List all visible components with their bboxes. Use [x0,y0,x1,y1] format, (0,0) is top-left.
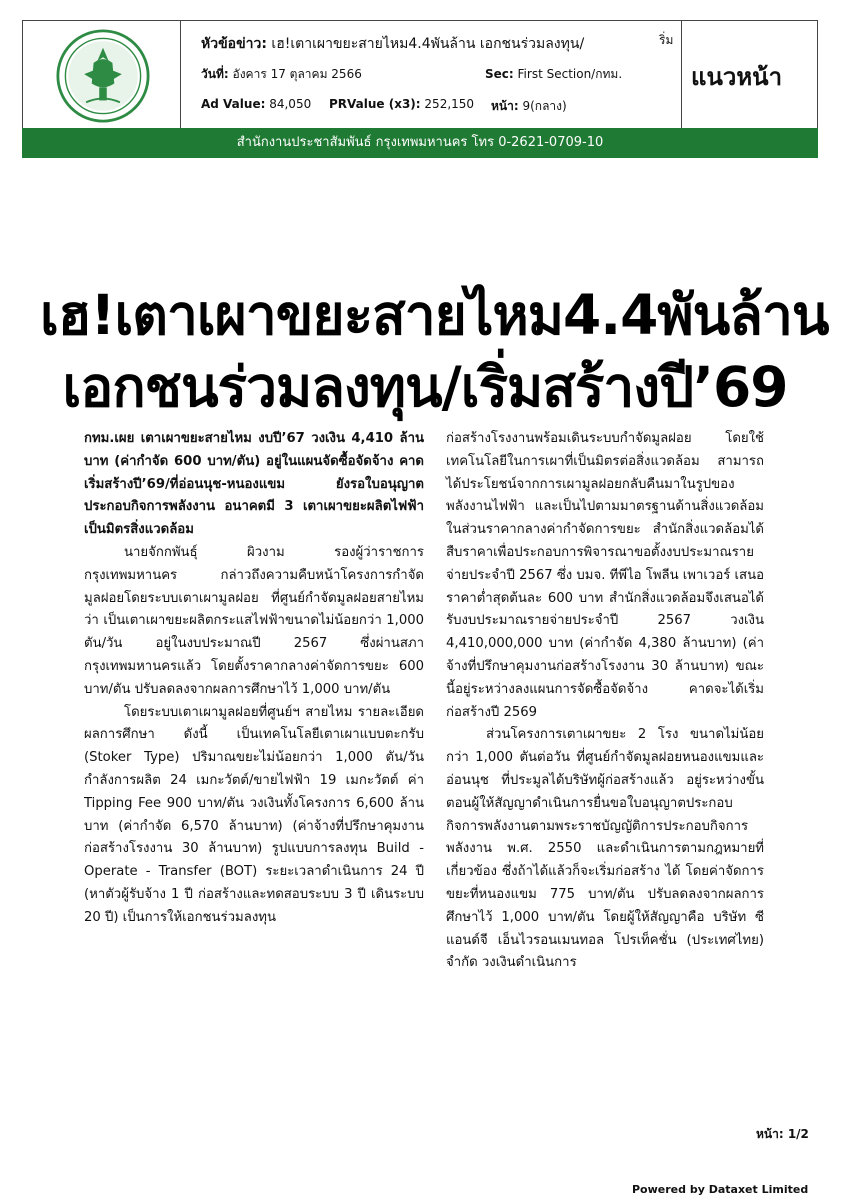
powered-by: Powered by Dataxet Limited [632,1183,809,1196]
metadata-cell [181,21,682,131]
article-column-left [84,428,424,930]
page-value: 9(กลาง) [522,99,567,113]
page-label: หน้า: [491,99,519,113]
ad-value: 84,050 [269,97,312,111]
pr-value: 252,150 [424,97,475,111]
article-title-line1: เฮ!เตาเผาขยะสายไหม4.4พันล้าน [40,283,829,347]
article-lead: กทม.เผย เตาเผาขยะสายไหม งบปี’67 วงเงิน 4,410 ล้านบาท (ค่ากำจัด 600 บาท/ตัน) อยู่ในแผนจัดซื้อจัดจ้าง คาดเริ่มสร้างปี’69/ที่อ่อนนุช-หนองแขม ยังรอใบอนุญาตประกอบกิจการพลังงาน อนาคตมี 3 เตาเผาขยะผลิตไฟฟ้าเป็นมิตรสิ่งแวดล้อม [84,431,424,538]
date-row [201,65,362,84]
date-value: อังคาร 17 ตุลาคม 2566 [232,67,362,81]
sec-row [485,65,622,84]
page-counter: หน้า: 1/2 [756,1127,809,1141]
ad-value-row [201,97,311,111]
date-label: วันที่: [201,67,229,81]
article-title-line2: เอกชนร่วมลงทุน/เริ่มสร้างปี’69 [62,355,788,419]
headline-continuation: ริ่ม [659,33,674,47]
article-paragraph: โดยระบบเตาเผามูลฝอยที่ศูนย์ฯ สายไหม รายละเอียดผลการศึกษา ดังนี้ เป็นเทคโนโลยีเตาเผาแบบตะกรับ (Stoker Type) ปริมาณขยะไม่น้อยกว่า 1,000 ตัน/วัน กำลังการผลิต 24 เมกะวัตต์/ขายไฟฟ้า 19 เมกะวัตต์ ค่า Tipping Fee 900 บาท/ตัน วงเงินทั้งโครงการ 6,600 ล้านบาท (ค่ากำจัด 6,570 ล้านบาท) (ค่าจ้างที่ปรึกษาคุมงานก่อสร้างโรงงาน 30 ล้านบาท) รูปแบบการลงทุน Build - Operate - Transfer (BOT) ระยะเวลาดำเนินการ 24 ปี (หาตัวผู้รับจ้าง 1 ปี ก่อสร้างและทดสอบระบบ 3 ปี เดินระบบ 20 ปี) เป็นการให้เอกชนร่วมลงทุน [84,704,424,925]
article-paragraph: นายจักกพันธุ์ ผิวงาม รองผู้ว่าราชการกรุงเทพมหานคร กล่าวถึงความคืบหน้าโครงการกำจัดมูลฝอยโดยระบบเตาเผามูลฝอย ที่ศูนย์กำจัดมูลฝอยสายไหม ว่า เป็นเตาเผาขยะผลิตกระแสไฟฟ้าขนาดไม่น้อยกว่า 1,000 ตัน/วัน อยู่ในงบประมาณปี 2567 ซึ่งผ่านสภากรุงเทพมหานครแล้ว โดยตั้งราคากลางค่าจัดการขยะ 600 บาท/ตัน ปรับลดลงจากผลการศึกษาไว้ 1,000 บาท/ตัน [84,544,424,697]
ad-value-label: Ad Value: [201,97,266,111]
headline-label: หัวข้อข่าว: [201,36,267,52]
headline-value: เฮ!เตาเผาขยะสายไหม4.4พันล้าน เอกชนร่วมลงทุน/ [271,36,585,52]
sec-label: Sec: [485,67,514,81]
article-paragraph: ส่วนโครงการเตาเผาขยะ 2 โรง ขนาดไม่น้อยกว่า 1,000 ตันต่อวัน ที่ศูนย์กำจัดมูลฝอยหนองแขมและอ่อนนุช ที่ประมูลได้บริษัทผู้ก่อสร้างแล้ว อยู่ระหว่างขั้นตอนผู้ให้สัญญาดำเนินการยื่นขอใบอนุญาตประกอบกิจการพลังงานตามพระราชบัญญัติการประกอบกิจการพลังงาน พ.ศ. 2550 และดำเนินการตามกฎหมายที่เกี่ยวข้อง ซึ่งถ้าได้แล้วก็จะเริ่มก่อสร้าง ได้ โดยค่าจัดการขยะที่หนองแขม 775 บาท/ตัน ปรับลดลงจากผลการศึกษาไว้ 1,000 บาท/ตัน โดยผู้ให้สัญญาคือ บริษัท ซีแอนด์จี เอ็นไวรอนเมนทอล โปรเท็คชั่น (ประเทศไทย) จำกัด วงเงินดำเนินการ [446,727,764,971]
newspaper-name: แนวหน้า [691,63,783,91]
pr-value-label: PRValue (x3): [329,97,421,111]
seal-cell [23,21,181,131]
clipping-header [22,20,818,132]
office-bar: สำนักงานประชาสัมพันธ์ กรุงเทพมหานคร โทร 0-2621-0709-10 [22,128,818,158]
article-paragraph: ก่อสร้างโรงงานพร้อมเดินระบบกำจัดมูลฝอย โดยใช้เทคโนโลยีในการเผาที่เป็นมิตรต่อสิ่งแวดล้อม สามารถได้ประโยชน์จากการเผามูลฝอยกลับคืนมาในรูปของพลังงานไฟฟ้า และเป็นไปตามมาตรฐานด้านสิ่งแวดล้อม ในส่วนราคากลางค่ากำจัดการขยะ สำนักสิ่งแวดล้อมได้สืบราคาเพื่อประกอบการพิจารณาขอตั้งงบประมาณรายจ่ายประจำปี 2567 ซึ่ง บมจ. ทีพีไอ โพลีน เพาเวอร์ เสนอราคาต่ำสุดต้นละ 600 บาท สำนักสิ่งแวดล้อมจึงเสนอได้รับงบประมาณรายจ่ายประจำปี 2567 วงเงิน 4,410,000,000 บาท (ค่ากำจัด 4,380 ล้านบาท) (ค่าจ้างที่ปรึกษาคุมงานก่อสร้างโรงงาน 30 ล้านบาท) ขณะนี้อยู่ระหว่างลงแผนการจัดซื้อจัดจ้าง คาดจะได้เริ่มก่อสร้างปี 2569 [446,431,765,720]
page-row [491,97,567,116]
sec-value: First Section/กทม. [517,67,623,81]
bangkok-city-seal-icon [56,29,150,123]
pr-value-row [329,97,474,111]
article-column-right [446,428,764,975]
headline-row [201,33,584,55]
